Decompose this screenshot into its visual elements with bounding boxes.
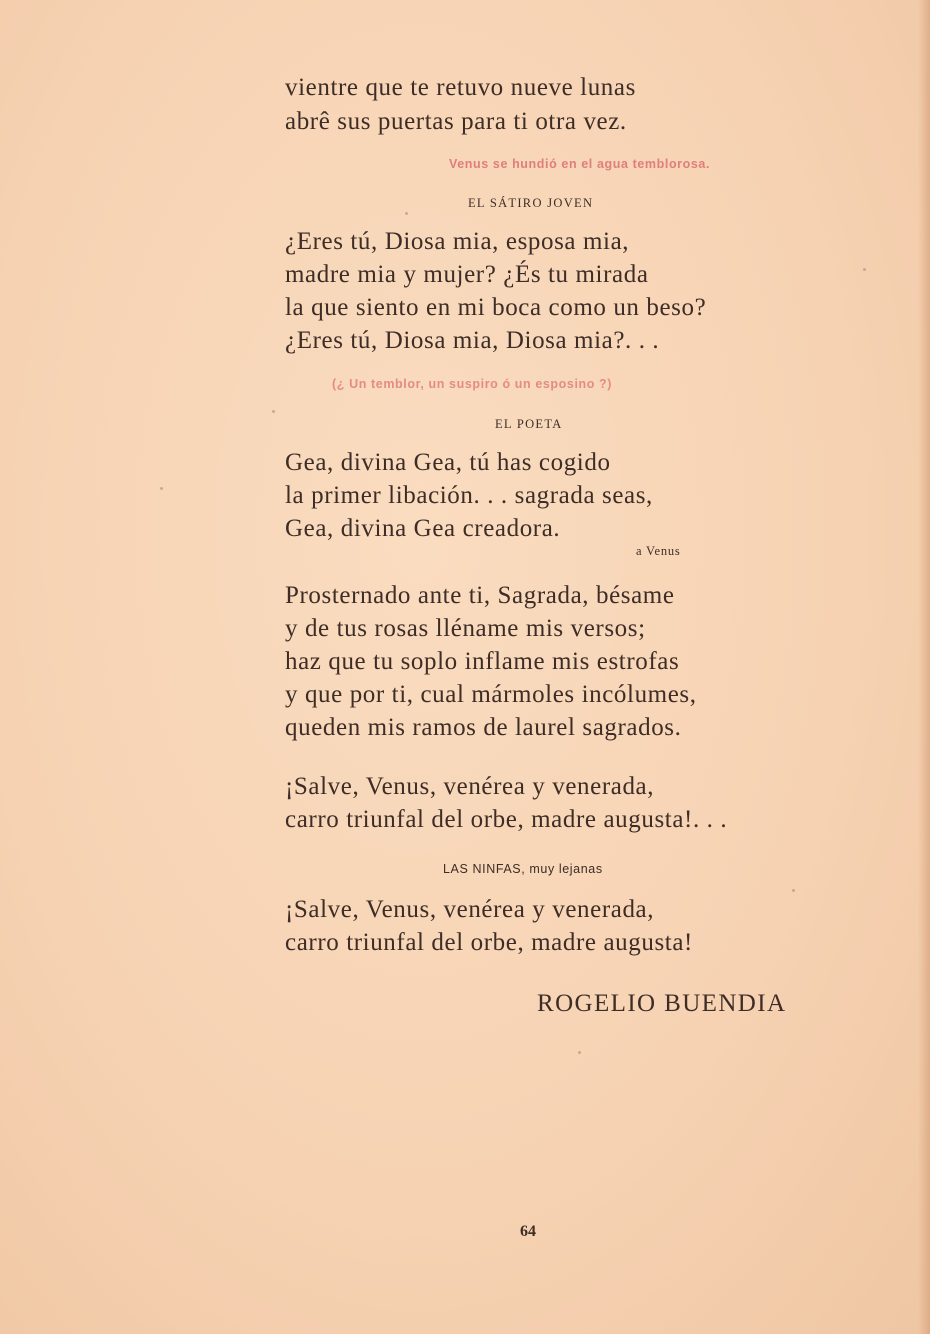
verse-line: carro triunfal del orbe, madre augusta!. . .: [285, 806, 728, 833]
verse-line: ¿Eres tú, Diosa mia, esposa mia,: [285, 228, 630, 255]
verse-line: la que siento en mi boca como un beso?: [285, 294, 707, 321]
stage-direction: Venus se hundió en el agua temblorosa.: [449, 157, 711, 171]
verse-line: ¿Eres tú, Diosa mia, Diosa mia?. . .: [285, 327, 660, 354]
verse-line: queden mis ramos de laurel sagrados.: [285, 714, 682, 741]
verse-line: vientre que te retuvo nueve lunas: [285, 74, 636, 101]
verse-line: haz que tu soplo inflame mis estrofas: [285, 648, 680, 675]
aside-a-venus: a Venus: [636, 544, 681, 558]
verse-line: abrê sus puertas para ti otra vez.: [285, 108, 627, 135]
paper-speck: [405, 212, 408, 215]
speaker-ninfas: LAS NINFAS, muy lejanas: [443, 862, 603, 876]
verse-line: la primer libación. . . sagrada seas,: [285, 482, 653, 509]
verse-line: madre mia y mujer? ¿És tu mirada: [285, 261, 649, 288]
verse-line: Prosternado ante ti, Sagrada, bésame: [285, 582, 675, 609]
page-edge-shadow: [918, 0, 930, 1334]
verse-line: Gea, divina Gea, tú has cogido: [285, 449, 611, 476]
stage-direction: (¿ Un temblor, un suspiro ó un esposino ?): [332, 377, 613, 391]
page-number: 64: [520, 1223, 536, 1240]
verse-line: y que por ti, cual mármoles incólumes,: [285, 681, 697, 708]
verse-line: ¡Salve, Venus, venérea y venerada,: [285, 773, 655, 800]
author-signature: ROGELIO BUENDIA: [537, 990, 787, 1017]
paper-speck: [578, 1051, 581, 1054]
paper-speck: [792, 889, 795, 892]
verse-line: ¡Salve, Venus, venérea y venerada,: [285, 896, 655, 923]
paper-speck: [160, 487, 163, 490]
speaker-satiro: EL SÁTIRO JOVEN: [468, 196, 594, 210]
paper-speck: [863, 268, 866, 271]
verse-line: carro triunfal del orbe, madre augusta!: [285, 929, 693, 956]
paper-speck: [272, 410, 275, 413]
speaker-poeta: EL POETA: [495, 417, 563, 431]
verse-line: Gea, divina Gea creadora.: [285, 515, 561, 542]
verse-line: y de tus rosas lléname mis versos;: [285, 615, 646, 642]
